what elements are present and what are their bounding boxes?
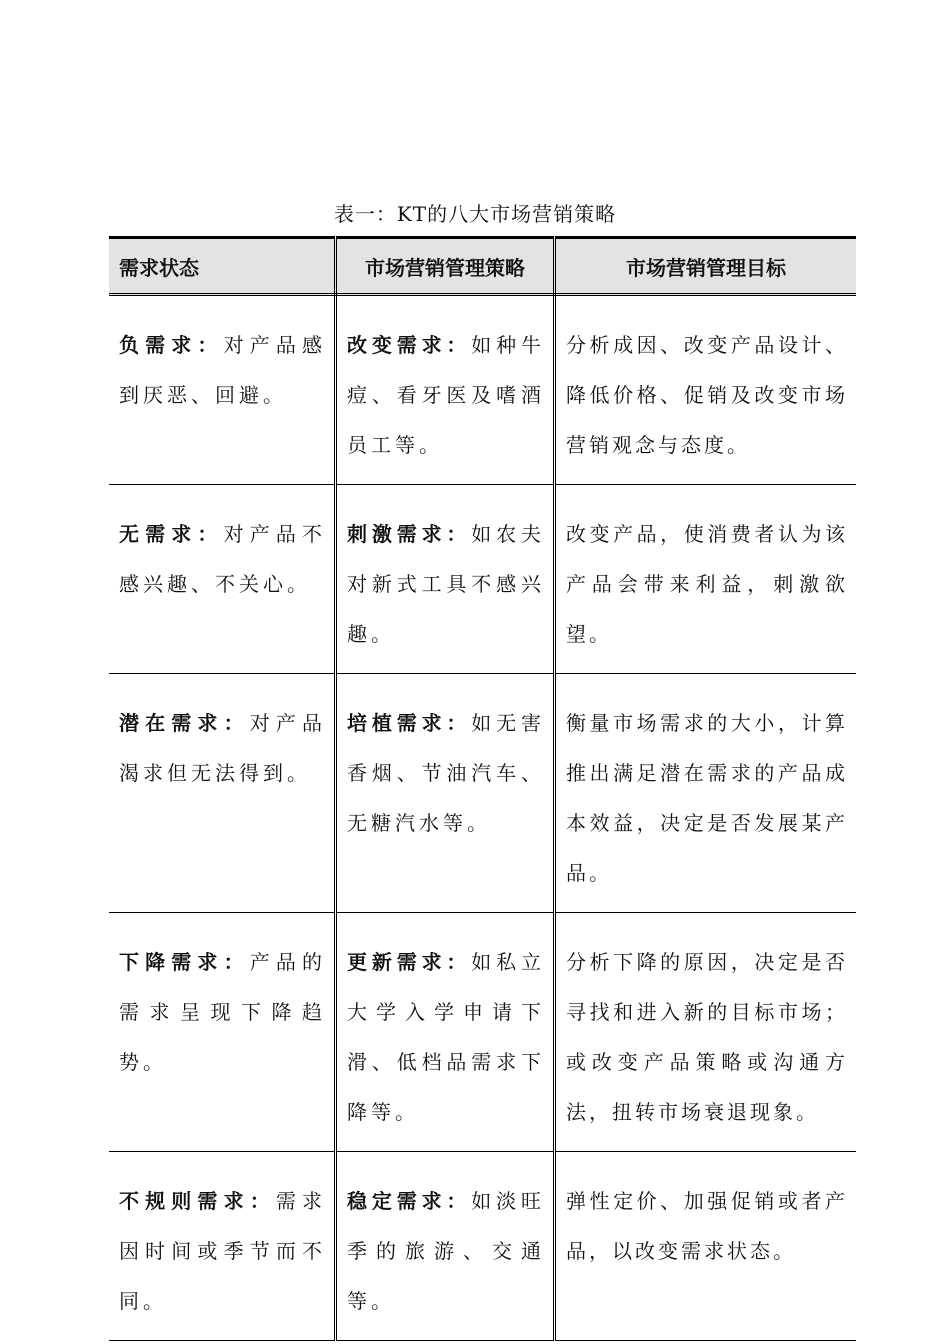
- demand-state-term: 无需求：: [119, 522, 224, 546]
- goal-cell: 弹性定价、加强促销或者产品，以改变需求状态。: [555, 1152, 857, 1341]
- header-strategy: 市场营销管理策略: [336, 238, 555, 295]
- table-row: [109, 485, 856, 674]
- demand-state-desc: 产品的需求呈现下降趋势。: [119, 950, 327, 1074]
- table-row: [109, 1152, 856, 1341]
- demand-state-desc: 需求因时间或季节而不同。: [119, 1189, 327, 1313]
- goal-cell: 分析下降的原因，决定是否寻找和进入新的目标市场；或改变产品策略或沟通方法，扭转市场衰退现象。: [555, 913, 857, 1152]
- strategy-desc: 如淡旺季的旅游、交通等。: [347, 1189, 546, 1313]
- strategy-term: 改变需求：: [347, 333, 472, 357]
- header-goal: 市场营销管理目标: [555, 238, 857, 295]
- demand-state-cell: [109, 295, 336, 485]
- strategy-term: 更新需求：: [347, 950, 472, 974]
- strategy-desc: 如私立大学入学申请下滑、低档品需求下降等。: [347, 950, 546, 1124]
- strategy-cell: [336, 485, 555, 674]
- table-row: [109, 913, 856, 1152]
- demand-state-desc: 对产品不感兴趣、不关心。: [119, 522, 327, 596]
- strategy-cell: [336, 1152, 555, 1341]
- strategy-cell: [336, 913, 555, 1152]
- strategy-cell: [336, 674, 555, 913]
- table-row: [109, 674, 856, 913]
- goal-cell: 衡量市场需求的大小，计算推出满足潜在需求的产品成本效益，决定是否发展某产品。: [555, 674, 857, 913]
- demand-state-term: 下降需求：: [119, 950, 250, 974]
- header-demand-state: 需求状态: [109, 238, 336, 295]
- table-row: [109, 295, 856, 485]
- demand-state-term: 负需求：: [119, 333, 224, 357]
- demand-state-cell: [109, 913, 336, 1152]
- demand-state-cell: [109, 1152, 336, 1341]
- demand-state-desc: 对产品渴求但无法得到。: [119, 711, 327, 785]
- demand-state-cell: [109, 674, 336, 913]
- strategy-term: 培植需求：: [347, 711, 472, 735]
- demand-state-term: 不规则需求：: [119, 1189, 276, 1213]
- strategy-desc: 如种牛痘、看牙医及嗜酒员工等。: [347, 333, 546, 457]
- strategy-term: 刺激需求：: [347, 522, 472, 546]
- goal-cell: 改变产品，使消费者认为该产品会带来利益，刺激欲望。: [555, 485, 857, 674]
- marketing-strategy-table: [109, 236, 856, 1341]
- strategy-term: 稳定需求：: [347, 1189, 472, 1213]
- strategy-desc: 如无害香烟、节油汽车、无糖汽水等。: [347, 711, 546, 835]
- goal-cell: 分析成因、改变产品设计、降低价格、促销及改变市场营销观念与态度。: [555, 295, 857, 485]
- strategy-desc: 如农夫对新式工具不感兴趣。: [347, 522, 546, 646]
- strategy-cell: [336, 295, 555, 485]
- demand-state-term: 潜在需求：: [119, 711, 250, 735]
- table-caption: 表一：KT的八大市场营销策略: [333, 202, 617, 226]
- demand-state-cell: [109, 485, 336, 674]
- demand-state-desc: 对产品感到厌恶、回避。: [119, 333, 327, 407]
- table-header-row: [109, 238, 856, 295]
